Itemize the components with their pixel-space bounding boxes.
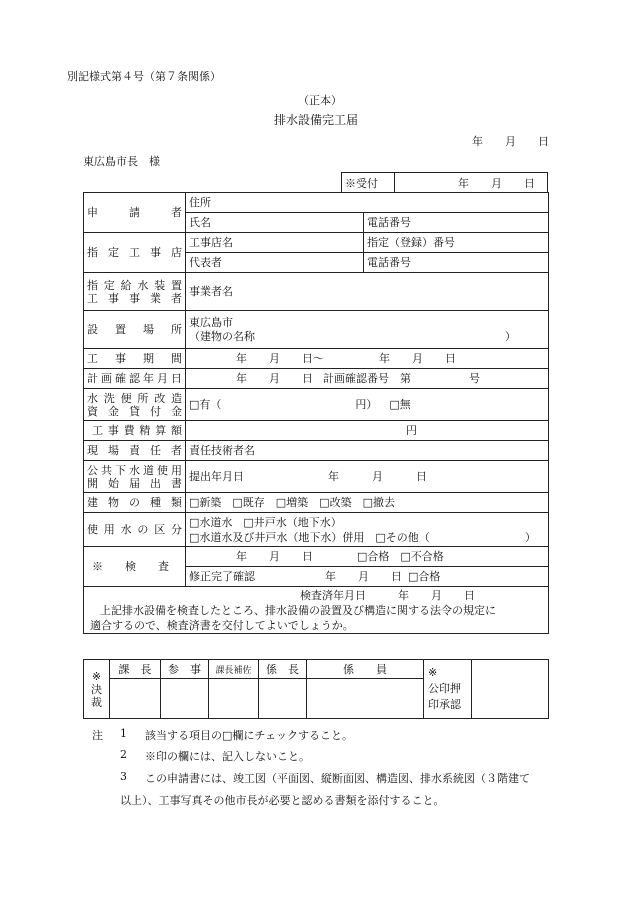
inspected-line [90,588,542,603]
page-title: 排水設備完工届 [274,113,359,127]
period-value: 年 月 日～ 年 月 日 [236,352,456,365]
cost-label: 工事費精算額 [84,421,186,441]
application-form [83,192,549,634]
location-field[interactable] [186,311,549,349]
water-type-field[interactable] [186,513,549,547]
loan-yen: 円） [355,398,378,411]
water-type-line1[interactable]: □水道水 □井戸水（地下水） [189,515,342,529]
plan-date-label: 計画確認年月日 [84,369,186,389]
water-type-line2-wrap [189,530,545,545]
business-name-label: 事業者名 [189,285,233,298]
address-field[interactable] [186,193,549,213]
representative-label: 代表者 [189,256,222,269]
note-2-text: ※印の欄には、記入しないこと。 [145,750,310,763]
supervisor-value: 責任技術者名 [189,444,255,457]
approval-col-chief: 課 長 [110,660,161,679]
inspection-statement [84,587,549,634]
note-label: 注 [92,729,103,742]
registration-field[interactable] [364,233,549,253]
stamp-section[interactable] [259,679,307,719]
statement-line2: 適合するので、検査済書を交付してよいでしょうか。 [90,618,354,632]
inspection-date: 年 月 日 [236,550,313,563]
contractor-name-field[interactable] [186,233,364,253]
seal-line1: 公印押 [428,682,461,695]
building-type-label: 建物の種類 [84,493,186,513]
note-1-num: 1 [120,727,127,740]
period-label: 工事期間 [84,349,186,369]
cost-field[interactable] [186,421,549,441]
loan-label-line1: 水洗便所改造 [87,391,182,405]
water-type-line2[interactable]: □水道水及び井戸水（地下水）併用 □その他（ [189,530,430,544]
seal-line2: 印承認 [428,698,461,711]
approval-col-staff: 係 員 [307,660,424,679]
loan-label-line2: 資金貸付金 [87,404,182,418]
inspected-label: 検査済年月日 [300,588,366,602]
sewer-date-value: 年 月 日 [328,470,427,483]
contractor-phone-label: 電話番号 [367,256,411,269]
seal-cell [424,660,472,719]
contractor-name-label: 工事店名 [189,236,233,249]
plan-date-value: 年 月 日 [236,372,313,385]
name-field[interactable] [186,213,364,233]
approval-col-section: 係 長 [259,660,307,679]
decision-cell [84,660,110,719]
sewer-label-line1: 公共下水道使用 [87,463,182,477]
note-1-text: 該当する項目の□欄にチェックすること。 [145,729,354,742]
inspection-label: ※ 検 査 [84,547,186,587]
contractor-label: 指定工事店 [84,233,186,273]
building-name-close: ） [505,329,516,343]
plan-number-label: 計画確認番号 第 [323,372,411,385]
inspected-date: 年 月 日 [398,588,475,602]
supervisor-label: 現場責任者 [84,441,186,461]
inspection-field[interactable] [186,547,549,567]
water-type-close: ） [525,530,536,544]
cost-unit: 円 [406,424,417,437]
receipt-date: 年 月 日 [395,173,548,193]
sewer-label-line2: 開始届出書 [87,476,182,490]
receipt-box [341,172,548,193]
sewer-field[interactable] [186,461,549,493]
registration-label: 指定（登録）番号 [367,236,455,249]
copy-label: （正本） [298,94,342,107]
fix-result[interactable]: □合格 [408,570,441,583]
loan-no-option[interactable]: □無 [389,398,411,411]
addressee: 東広島市長 様 [83,155,160,168]
location-city: 東広島市 [189,315,233,329]
period-field[interactable] [186,349,549,369]
note-2-num: 2 [120,748,127,761]
plan-field[interactable] [186,369,549,389]
water-supply-label-line1: 指定給水装置 [87,278,182,292]
representative-field[interactable] [186,253,364,273]
stamp-deputy[interactable] [209,679,259,719]
inspection-result[interactable]: □合格 □不合格 [357,550,444,563]
stamp-chief[interactable] [110,679,161,719]
seal-mark: ※ [428,666,438,679]
stamp-counselor[interactable] [161,679,209,719]
building-name-open: （建物の名称 [189,329,255,343]
loan-field[interactable] [186,389,549,421]
fix-date: 年 月 日 [325,570,402,583]
note-3-num: 3 [120,770,127,783]
statement-line1: 上記排水設備を検査したところ、排水設備の設置及び構造に関する法令の規定に [100,603,496,617]
supervisor-field[interactable] [186,441,549,461]
water-supply-label-line2: 工事事業者 [87,291,182,305]
seal-stamp-box[interactable] [472,660,549,719]
stamp-staff[interactable] [307,679,424,719]
business-name-field[interactable] [186,273,549,311]
water-supply-label [84,273,186,311]
sewer-label [84,461,186,493]
decision-label: 決裁 [91,682,102,709]
approval-table [83,659,549,719]
approval-col-deputy: 課長補佐 [209,660,259,679]
decision-mark: ※ [91,669,102,683]
plan-number-suffix: 号 [469,372,480,385]
water-type-label: 使用水の区分 [84,513,186,547]
receipt-label: ※受付 [342,173,395,193]
sewer-date-label: 提出年月日 [189,470,244,483]
phone-label: 電話番号 [367,216,411,229]
fix-label: 修正完了確認 [189,570,255,583]
building-name-line [189,330,545,344]
phone-field[interactable] [364,213,549,233]
note-3-text: この申請書には、竣工図（平面図、縦断面図、構造図、排水系統図（３階建て [145,772,530,785]
approval-col-counselor: 参 事 [161,660,209,679]
applicant-label: 申請者 [84,193,186,233]
loan-label [84,389,186,421]
building-type-options[interactable]: □新築 □既存 □増築 □改築 □撤去 [186,493,549,513]
date-line[interactable]: 年 月 日 [472,135,549,148]
contractor-phone-field[interactable] [364,253,549,273]
note-3-continuation: 以上）、工事写真その他市長が必要と認める書類を添付すること。 [120,794,445,807]
loan-yes-option[interactable]: □有（ [189,398,222,411]
form-number: 別記様式第４号（第７条関係） [67,70,221,83]
fix-field[interactable] [186,567,549,587]
name-label: 氏名 [189,216,211,229]
location-label: 設置場所 [84,311,186,349]
address-label: 住所 [189,196,211,209]
